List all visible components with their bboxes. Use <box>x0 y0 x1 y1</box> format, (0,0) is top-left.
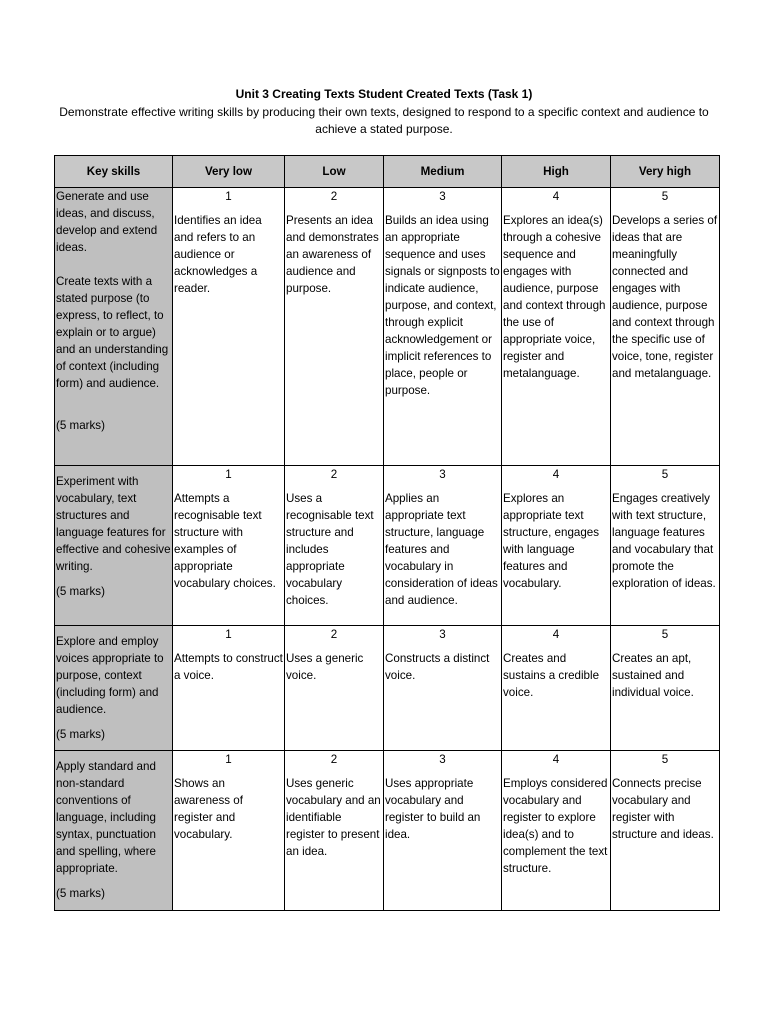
level-number: 2 <box>330 753 338 766</box>
level-descriptor: Uses generic vocabulary and an identifiable register to present an idea. <box>286 777 381 858</box>
level-descriptor: Engages creatively with text structure, language features and vocabulary that promote the exploration of ideas. <box>612 492 716 590</box>
marks-label: (5 marks) <box>56 728 105 741</box>
key-skill-cell <box>55 188 173 466</box>
level-cell-very-low <box>173 188 285 466</box>
level-number: 4 <box>552 468 560 481</box>
key-skill-cell <box>55 751 173 911</box>
level-cell-high <box>502 188 611 466</box>
level-descriptor: Uses appropriate vocabulary and register to build an idea. <box>385 777 481 841</box>
level-number: 2 <box>330 190 338 203</box>
header-low: Low <box>285 156 384 188</box>
level-number: 1 <box>225 753 232 766</box>
level-descriptor: Employs considered vocabulary and register to explore idea(s) and to complement the text structure. <box>503 777 608 875</box>
level-descriptor: Creates an apt, sustained and individual voice. <box>612 652 694 699</box>
level-descriptor: Identifies an idea and refers to an audience or acknowledges a reader. <box>174 214 262 295</box>
rubric-table <box>54 155 720 911</box>
header-very-high: Very high <box>611 156 720 188</box>
level-cell-medium <box>384 188 502 466</box>
marks-label: (5 marks) <box>56 887 105 900</box>
level-descriptor: Applies an appropriate text structure, language features and vocabulary in consideration of ideas and audience. <box>385 492 498 607</box>
document-subtitle: Demonstrate effective writing skills by producing their own texts, designed to respond to a specific context and audience to achieve a stated purpose. <box>59 105 709 136</box>
level-number: 5 <box>661 753 669 766</box>
level-number: 4 <box>552 753 560 766</box>
level-cell-very-high <box>611 466 720 626</box>
level-number: 4 <box>552 628 560 641</box>
level-number: 5 <box>661 628 669 641</box>
level-number: 1 <box>225 190 232 203</box>
level-cell-medium <box>384 751 502 911</box>
header-row <box>55 156 720 188</box>
level-number: 3 <box>439 190 446 203</box>
document-title: Unit 3 Creating Texts Student Created Texts (Task 1) <box>235 87 533 101</box>
level-number: 1 <box>225 468 232 481</box>
key-skill-cell <box>55 466 173 626</box>
key-skill-text: Generate and use ideas, and discuss, develop and extend ideas. Create texts with a stated purpose (to express, to reflect, to explain or to argue) and an understanding of context (including form) and audience. <box>56 190 169 390</box>
level-descriptor: Explores an appropriate text structure, engages with language features and vocabulary. <box>503 492 600 590</box>
level-descriptor: Uses a generic voice. <box>286 652 364 682</box>
level-cell-very-low <box>173 466 285 626</box>
level-descriptor: Develops a series of ideas that are meaningfully connected and engages with audience, purpose and context through the specific use of voice, tone, register and metalanguage. <box>612 214 718 380</box>
level-descriptor: Shows an awareness of register and vocabulary. <box>174 777 243 841</box>
key-skill-text: Apply standard and non-standard conventions of language, including syntax, punctuation and spelling, where appropriate. <box>56 760 156 875</box>
level-cell-medium <box>384 626 502 751</box>
level-cell-low <box>285 626 384 751</box>
header-key-skills: Key skills <box>55 156 173 188</box>
level-descriptor: Connects precise vocabulary and register with structure and ideas. <box>612 777 714 841</box>
level-descriptor: Constructs a distinct voice. <box>385 652 490 682</box>
level-descriptor: Builds an idea using an appropriate sequence and uses signals or signposts to indicate audience, purpose, and context, through explicit acknowledgement or implicit references to place, people or purpose. <box>385 214 500 397</box>
level-number: 2 <box>330 628 338 641</box>
level-descriptor: Presents an idea and demonstrates an awareness of audience and purpose. <box>286 214 379 295</box>
level-number: 4 <box>552 190 560 203</box>
level-cell-very-high <box>611 188 720 466</box>
table-row <box>55 188 720 466</box>
level-cell-low <box>285 188 384 466</box>
key-skill-text: Experiment with vocabulary, text structures and language features for effective and cohesive writing. <box>56 475 171 573</box>
level-number: 5 <box>661 468 669 481</box>
level-number: 5 <box>661 190 669 203</box>
table-row <box>55 626 720 751</box>
level-cell-high <box>502 751 611 911</box>
level-number: 2 <box>330 468 338 481</box>
level-number: 1 <box>225 628 232 641</box>
level-number: 3 <box>439 468 446 481</box>
header-very-low: Very low <box>173 156 285 188</box>
level-descriptor: Attempts a recognisable text structure with examples of appropriate vocabulary choices. <box>174 492 276 590</box>
level-descriptor: Uses a recognisable text structure and includes appropriate vocabulary choices. <box>286 492 374 607</box>
level-descriptor: Explores an idea(s) through a cohesive sequence and engages with audience, purpose and context through the use of appropriate voice, register and metalanguage. <box>503 214 606 380</box>
level-cell-very-high <box>611 626 720 751</box>
marks-label: (5 marks) <box>56 419 105 432</box>
level-number: 3 <box>439 753 446 766</box>
key-skill-text: Explore and employ voices appropriate to purpose, context (including form) and audience. <box>56 635 164 716</box>
header-medium: Medium <box>384 156 502 188</box>
level-descriptor: Attempts to construct a voice. <box>174 652 283 682</box>
level-cell-medium <box>384 466 502 626</box>
table-row <box>55 466 720 626</box>
marks-label: (5 marks) <box>56 585 105 598</box>
level-cell-low <box>285 751 384 911</box>
level-cell-very-low <box>173 626 285 751</box>
level-cell-very-high <box>611 751 720 911</box>
level-cell-high <box>502 466 611 626</box>
level-cell-high <box>502 626 611 751</box>
key-skill-cell <box>55 626 173 751</box>
level-descriptor: Creates and sustains a credible voice. <box>503 652 600 699</box>
level-cell-low <box>285 466 384 626</box>
table-row <box>55 751 720 911</box>
header-high: High <box>502 156 611 188</box>
level-number: 3 <box>439 628 446 641</box>
level-cell-very-low <box>173 751 285 911</box>
